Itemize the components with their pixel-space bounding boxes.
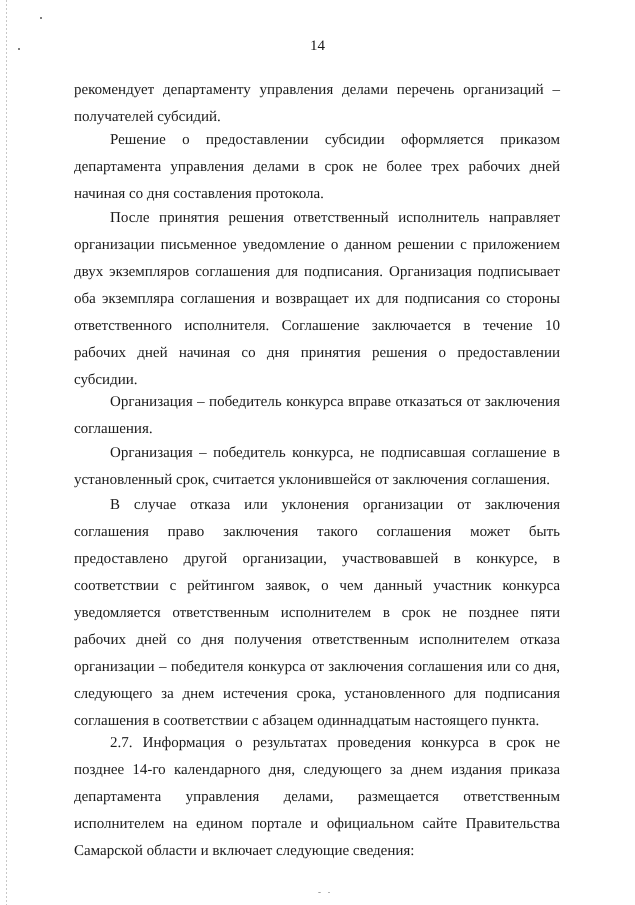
scan-speck xyxy=(328,892,330,893)
paragraph-refusal-transfer: В случае отказа или уклонения организации от заключения соглашения право заключения такого соглашения может быть предоставлено другой организации, участвовавшей в конкурсе, в соответствии с рейтингом заявок, о чем данный участник конкурса уведомляется ответственным исполнителем в срок не позднее пяти рабочих дней со дня получения ответственным исполнителем отказа организации – победителя конкурса от заключения соглашения или со дня, следующего за днем истечения срока, установленного для подписания соглашения в соответствии с абзацем одиннадцатым настоящего пункта. xyxy=(74,497,560,729)
paragraph-recommendation-continuation: рекомендует департаменту управления делами перечень организаций – получателей субсидий. xyxy=(74,82,560,125)
page-number: 14 xyxy=(310,38,325,54)
scan-speck xyxy=(318,892,321,893)
paragraph-right-to-refuse: Организация – победитель конкурса вправе отказаться от заключения соглашения. xyxy=(74,394,560,437)
paragraph-subsidy-decision: Решение о предоставлении субсидии оформляется приказом департамента управления делами в срок не более трех рабочих дней начиная со дня составления протокола. xyxy=(74,132,560,202)
scan-edge-line xyxy=(6,0,7,905)
paragraph-results-publication: 2.7. Информация о результатах проведения конкурса в срок не позднее 14-го календарного дня, следующего за днем издания приказа департамента управления делами, размещается ответственным исполнителем на едином портале и официальном сайте Правительства Самарской области и включает следующие сведения: xyxy=(74,735,560,859)
paragraph-notification-agreement: После принятия решения ответственный исполнитель направляет организации письменное уведомление о данном решении с приложением двух экземпляров соглашения для подписания. Организация подписывает оба экземпляра соглашения и возвращает их для подписания со стороны ответственного исполнителя. Соглашение заключается в течение 10 рабочих дней начиная со дня принятия решения о предоставлении субсидии. xyxy=(74,210,560,388)
scan-speck xyxy=(40,17,42,19)
paragraph-evasion: Организация – победитель конкурса, не подписавшая соглашение в установленный срок, считается уклонившейся от заключения соглашения. xyxy=(74,445,560,488)
